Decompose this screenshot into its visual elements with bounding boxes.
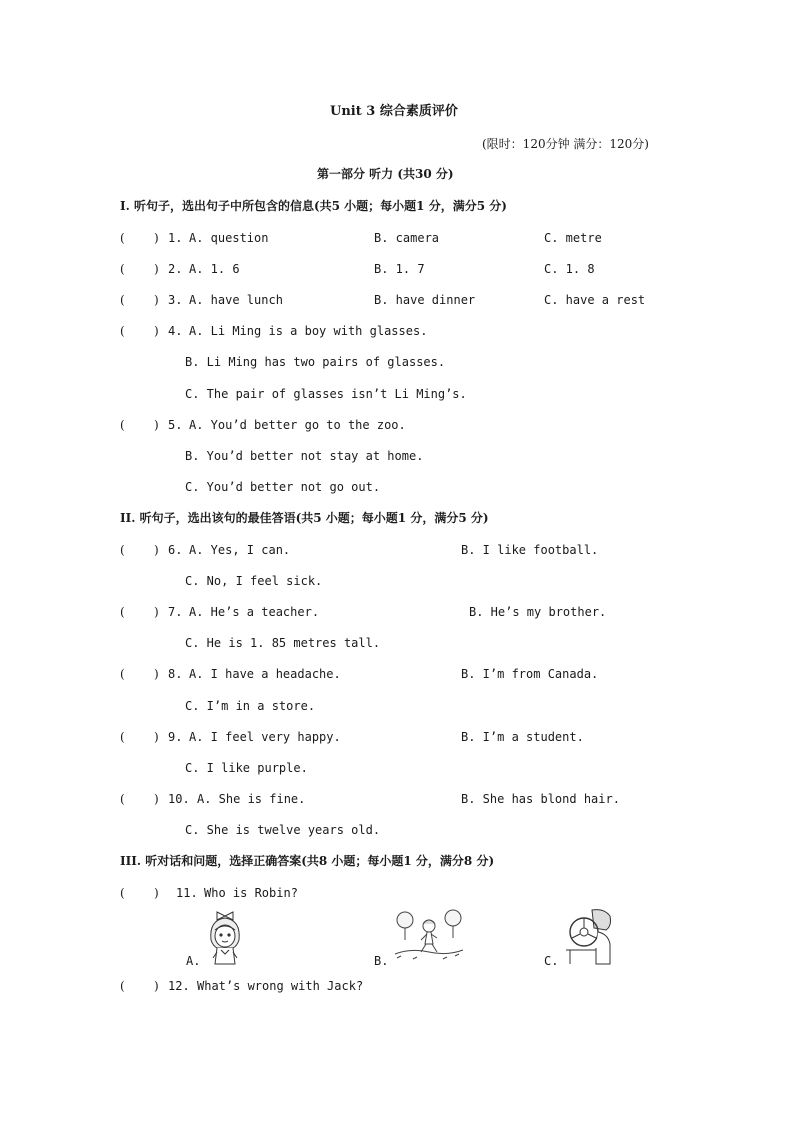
answer-blank-open: (	[120, 605, 125, 619]
answer-blank-close: )	[154, 293, 159, 307]
question-number: 6.	[168, 543, 183, 557]
answer-blank-close: )	[154, 324, 159, 338]
answer-blank-open: (	[120, 543, 125, 557]
answer-blank-open: (	[120, 231, 125, 245]
section3-heading: III. 听对话和问题，选择正确答案(共8 小题；每小题1 分，满分8 分)	[120, 854, 495, 868]
answer-blank-close: )	[154, 886, 159, 900]
answer-blank-open: (	[120, 324, 125, 338]
option-b: B. have dinner	[374, 293, 476, 307]
question-number: 10.	[168, 792, 190, 806]
option-b: B. You’d better not stay at home.	[185, 449, 424, 463]
option-c: C. She is twelve years old.	[185, 823, 381, 837]
question-number: 9.	[168, 730, 183, 744]
time-limit: (限时：120分钟 满分：120分)	[482, 137, 649, 151]
option-b: B. 1. 7	[374, 262, 425, 276]
option-a: A. She is fine.	[197, 792, 306, 806]
option-a: A. He’s a teacher.	[189, 605, 320, 619]
page-title: Unit 3 综合素质评价	[330, 104, 458, 119]
option-c: C. No, I feel sick.	[185, 574, 323, 588]
option-c: C. 1. 8	[544, 262, 595, 276]
option-c-label-b: B.	[374, 954, 389, 968]
question-number: 4.	[168, 324, 183, 338]
girl-with-bow-illustration	[203, 906, 249, 968]
question-number: 3.	[168, 293, 183, 307]
option-c: C. The pair of glasses isn’t Li Ming’s.	[185, 387, 467, 401]
answer-blank-open: (	[120, 262, 125, 276]
answer-blank-open: (	[120, 886, 125, 900]
question-number: 11.	[176, 886, 198, 900]
boy-running-in-park-illustration	[393, 906, 465, 964]
answer-blank-close: )	[154, 543, 159, 557]
answer-blank-open: (	[120, 293, 125, 307]
option-a: A. 1. 6	[189, 262, 240, 276]
option-a: A. Yes, I can.	[189, 543, 291, 557]
option-a: A. You’d better go to the zoo.	[189, 418, 406, 432]
option-b: B. He’s my brother.	[469, 605, 607, 619]
driver-with-wheel-illustration	[566, 906, 616, 966]
answer-blank-close: )	[154, 730, 159, 744]
option-a: A. question	[189, 231, 269, 245]
answer-blank-close: )	[154, 418, 159, 432]
option-c: C. I’m in a store.	[185, 699, 316, 713]
option-b: B. I’m from Canada.	[461, 667, 599, 681]
answer-blank-open: (	[120, 979, 125, 993]
option-c: C. have a rest	[544, 293, 646, 307]
option-a: A. I have a headache.	[189, 667, 341, 681]
option-b: B. Li Ming has two pairs of glasses.	[185, 355, 446, 369]
answer-blank-close: )	[154, 667, 159, 681]
option-a-label: A.	[186, 954, 201, 968]
answer-blank-close: )	[154, 231, 159, 245]
question-number: 7.	[168, 605, 183, 619]
answer-blank-open: (	[120, 667, 125, 681]
option-c: C. metre	[544, 231, 602, 245]
option-c: C. I like purple.	[185, 761, 308, 775]
option-c: C. You’d better not go out.	[185, 480, 381, 494]
answer-blank-open: (	[120, 792, 125, 806]
question-number: 1.	[168, 231, 183, 245]
answer-blank-open: (	[120, 730, 125, 744]
option-a: A. I feel very happy.	[189, 730, 341, 744]
question-number: 2.	[168, 262, 183, 276]
answer-blank-open: (	[120, 418, 125, 432]
option-b: B. I like football.	[461, 543, 599, 557]
question-number: 12.	[168, 979, 190, 993]
answer-blank-close: )	[154, 262, 159, 276]
section1-heading: I. 听句子，选出句子中所包含的信息(共5 小题；每小题1 分，满分5 分)	[120, 199, 507, 213]
question-text: Who is Robin?	[204, 886, 298, 900]
answer-blank-close: )	[154, 792, 159, 806]
part1-heading: 第一部分 听力 (共30 分)	[317, 167, 454, 181]
option-b: B. I’m a student.	[461, 730, 584, 744]
option-c-label: C.	[544, 954, 559, 968]
question-text: What’s wrong with Jack?	[197, 979, 364, 993]
option-b: B. camera	[374, 231, 440, 245]
option-a: A. have lunch	[189, 293, 283, 307]
answer-blank-close: )	[154, 979, 159, 993]
answer-blank-close: )	[154, 605, 159, 619]
option-b: B. She has blond hair.	[461, 792, 620, 806]
option-c: C. He is 1. 85 metres tall.	[185, 636, 381, 650]
option-a: A. Li Ming is a boy with glasses.	[189, 324, 428, 338]
section2-heading: II. 听句子，选出该句的最佳答语(共5 小题；每小题1 分，满分5 分)	[120, 511, 489, 525]
question-number: 8.	[168, 667, 183, 681]
question-number: 5.	[168, 418, 183, 432]
